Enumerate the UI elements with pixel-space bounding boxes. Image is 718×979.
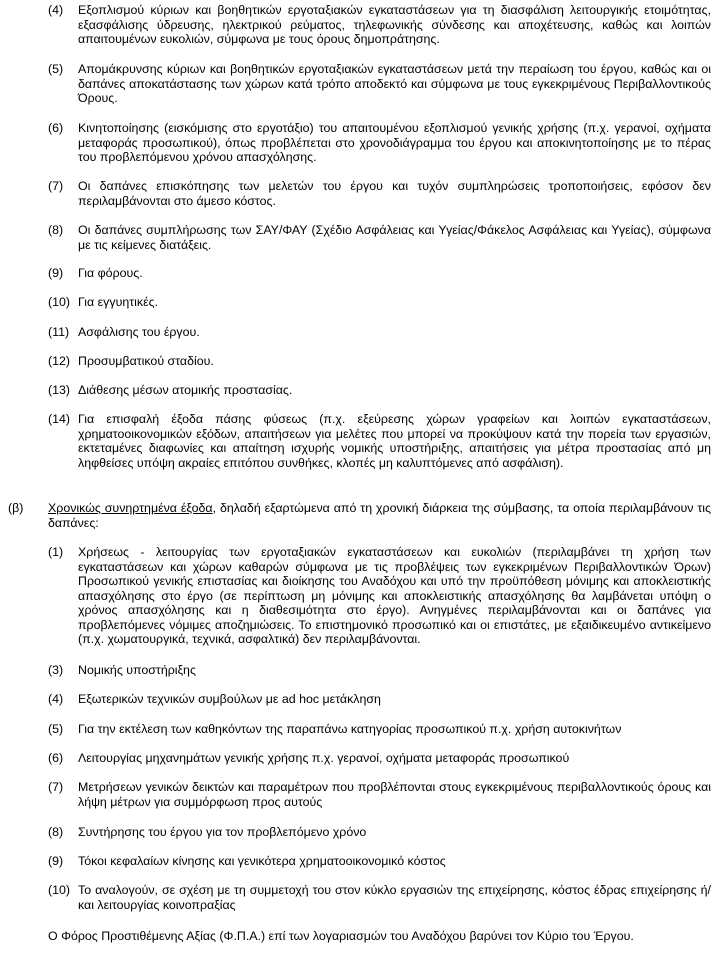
item-text: Νομικής υποστήριξης: [78, 663, 196, 677]
item-number: (5): [48, 722, 64, 736]
item-number: (6): [48, 751, 64, 765]
list-item: [48, 62, 711, 106]
item-number: (13): [48, 383, 71, 397]
item-text: Για φόρους.: [78, 266, 143, 280]
item-text: Για επισφαλή έξοδα πάσης φύσεως (π.χ. εξεύρεσης χώρων γραφείων και λοιπών εγκαταστάσεων, χρηματοοικονομικών εξόδων, απαιτήσεων για μελέτες που μπορεί να προκύψουν κατά την πορεία των εργασιών, εκτεταμένες διαφωνίες και απαίτηση ισχυρής νομικής υποστήριξης, απαιτήσεις για μέτρα προστασίας από μη ληφθείσες υπόψη ακραίες επιτόπου συνθήκες, κλοπές μη καλυπτόμενες από ασφάλιση).: [78, 412, 711, 470]
item-text: Προσυμβατικού σταδίου.: [78, 354, 214, 368]
item-number: (3): [48, 663, 64, 677]
item-number: (9): [48, 854, 64, 868]
item-text: Εξοπλισμού κύριων και βοηθητικών εργοταξιακών εγκαταστάσεων για τη διασφάλιση λειτουργικής ετοιμότητας, εξασφάλισης ύδρευσης, ηλεκτρικού ρεύματος, τηλεφωνικής σύνδεσης και αποχέτευσης, καθώς και λοιπών απαιτουμένων ευκολιών, σύμφωνα με τους όρους δημοπράτησης.: [78, 3, 711, 46]
item-number: (9): [48, 266, 64, 280]
item-text: Κινητοποίησης (εισκόμισης στο εργοτάξιο) του απαιτουμένου εξοπλισμού γενικής χρήσης (π.χ. γερανοί, οχήματα μεταφοράς προσωπικού), όπως προβλέπεται στο χρονοδιάγραμμα του έργου και αποκινητοποίησης με το πέρας του προβλεπόμενου χρόνου απασχόλησης.: [78, 121, 711, 164]
item-text: Διάθεσης μέσων ατομικής προστασίας.: [78, 383, 293, 397]
item-number: (10): [48, 883, 71, 897]
item-text: Οι δαπάνες επισκόπησης των μελετών του έργου και τυχόν συμπληρώσεις τροποποιήσεις, εφόσον δεν περιλαμβάνονται στο άμεσο κόστος.: [78, 179, 711, 208]
list-item: [48, 751, 711, 766]
section-intro-text: , δηλαδή εξαρτώμενα από τη χρονική διάρκεια της σύμβασης, τα οποία περιλαμβάνουν τις δαπάνες:: [48, 501, 712, 530]
item-number: (5): [48, 62, 64, 76]
item-text: Για την εκτέλεση των καθηκόντων της παραπάνω κατηγορίας προσωπικού π.χ. χρήση αυτοκινήτων: [78, 722, 622, 736]
item-text: Απομάκρυνσης κύριων και βοηθητικών εργοταξιακών εγκαταστάσεων μετά την περαίωση του έργου, καθώς και οι δαπάνες αποκατάστασης των χώρων κατά τρόπο αποδεκτό και σύμφωνα με τους εγκεκριμένους Περιβαλλοντικούς Όρους.: [78, 62, 711, 105]
section-intro: [48, 501, 711, 530]
list-item: [48, 179, 711, 208]
item-number: (4): [48, 692, 64, 706]
list-item: [48, 854, 711, 869]
item-number: (4): [48, 3, 64, 17]
item-number: (11): [48, 325, 70, 339]
list-item: [48, 121, 711, 165]
list-item: [48, 722, 711, 737]
item-text: Για εγγυητικές.: [78, 295, 159, 309]
vat-note: Ο Φόρος Προστιθέμενης Αξίας (Φ.Π.Α.) επί των λογαριασμών του Αναδόχου βαρύνει τον Κύριο του Έργου.: [48, 929, 634, 943]
list-item: [48, 663, 711, 678]
list-item: [48, 3, 711, 47]
item-text: Τόκοι κεφαλαίων κίνησης και γενικότερα χρηματοοικονομικό κόστος: [78, 854, 446, 868]
list-item: [48, 883, 711, 912]
list-item: [48, 354, 711, 369]
list-item: [48, 383, 711, 398]
item-text: Χρήσεως - λειτουργίας των εργοταξιακών εγκαταστάσεων και ευκολιών (περιλαμβάνει τη χρήση των εγκαταστάσεων και χώρων καθαρών σύμφωνα με τις προβλέψεις των εγκεκριμένων Περιβαλλοντικών Όρων) Προσωπικού γενικής επιστασίας και διοίκησης του Αναδόχου και υπό την προϋπόθεση μόνιμης και αποκλειστικής απασχόλησης στο έργο (σε περίπτωση μη μόνιμης και αποκλειστικής απασχόλησης θα λαμβάνεται υπόψη ο χρόνος απασχόλησης και η διαθεσιμότητα στο έργο). Ανηγμένες περιλαμβάνονται και οι δαπάνες για προβλεπόμενες νόμιμες αποζημιώσεις. Το επιστημονικό προσωπικό και οι επιστάτες, με εξαιδικευμένο αντικείμενο (π.χ. χωματουργικά, τεχνικά, ασφαλτικά) δεν περιλαμβάνονται.: [78, 545, 711, 646]
item-text: Συντήρησης του έργου για τον προβλεπόμενο χρόνο: [78, 825, 367, 839]
item-number: (12): [48, 354, 71, 368]
list-item: [48, 325, 711, 340]
item-number: (8): [48, 223, 64, 237]
item-number: (7): [48, 780, 64, 794]
item-text: Οι δαπάνες συμπλήρωσης των ΣΑΥ/ΦΑΥ (Σχέδιο Ασφάλειας και Υγείας/Φάκελος Ασφάλειας και Υγείας), σύμφωνα με τις κείμενες διατάξεις.: [78, 223, 711, 252]
list-item: [48, 412, 711, 470]
item-text: Το αναλογούν, σε σχέση με τη συμμετοχή του στον κύκλο εργασιών της επιχείρησης, κόστος έδρας επιχείρησης ή/και λειτουργίας κοινοπραξίας: [78, 883, 711, 912]
list-item: [48, 266, 711, 281]
list-item: [48, 295, 711, 310]
list-item: [48, 825, 711, 840]
item-text: Λειτουργίας μηχανημάτων γενικής χρήσης π.χ. γερανοί, οχήματα μεταφοράς προσωπικού: [78, 751, 570, 765]
section-heading: Χρονικώς συνηρτημένα έξοδα: [48, 501, 213, 515]
item-text: Ασφάλισης του έργου.: [78, 325, 200, 339]
item-text: Εξωτερικών τεχνικών συμβούλων με ad hoc μετάκληση: [78, 692, 381, 706]
item-number: (1): [48, 545, 64, 559]
list-item: [48, 545, 711, 647]
section-label: (β): [8, 501, 24, 515]
list-item: [48, 692, 711, 707]
item-number: (7): [48, 179, 64, 193]
item-number: (8): [48, 825, 64, 839]
list-item: [48, 780, 711, 809]
list-item: [48, 223, 711, 252]
item-number: (14): [48, 412, 71, 426]
item-text: Μετρήσεων γενικών δεικτών και παραμέτρων που προβλέπονται στους εγκεκριμένους περιβαλλοντικούς όρους και λήψη μέτρων για συμμόρφωση προς αυτούς: [78, 780, 711, 809]
item-number: (10): [48, 295, 71, 309]
item-number: (6): [48, 121, 64, 135]
